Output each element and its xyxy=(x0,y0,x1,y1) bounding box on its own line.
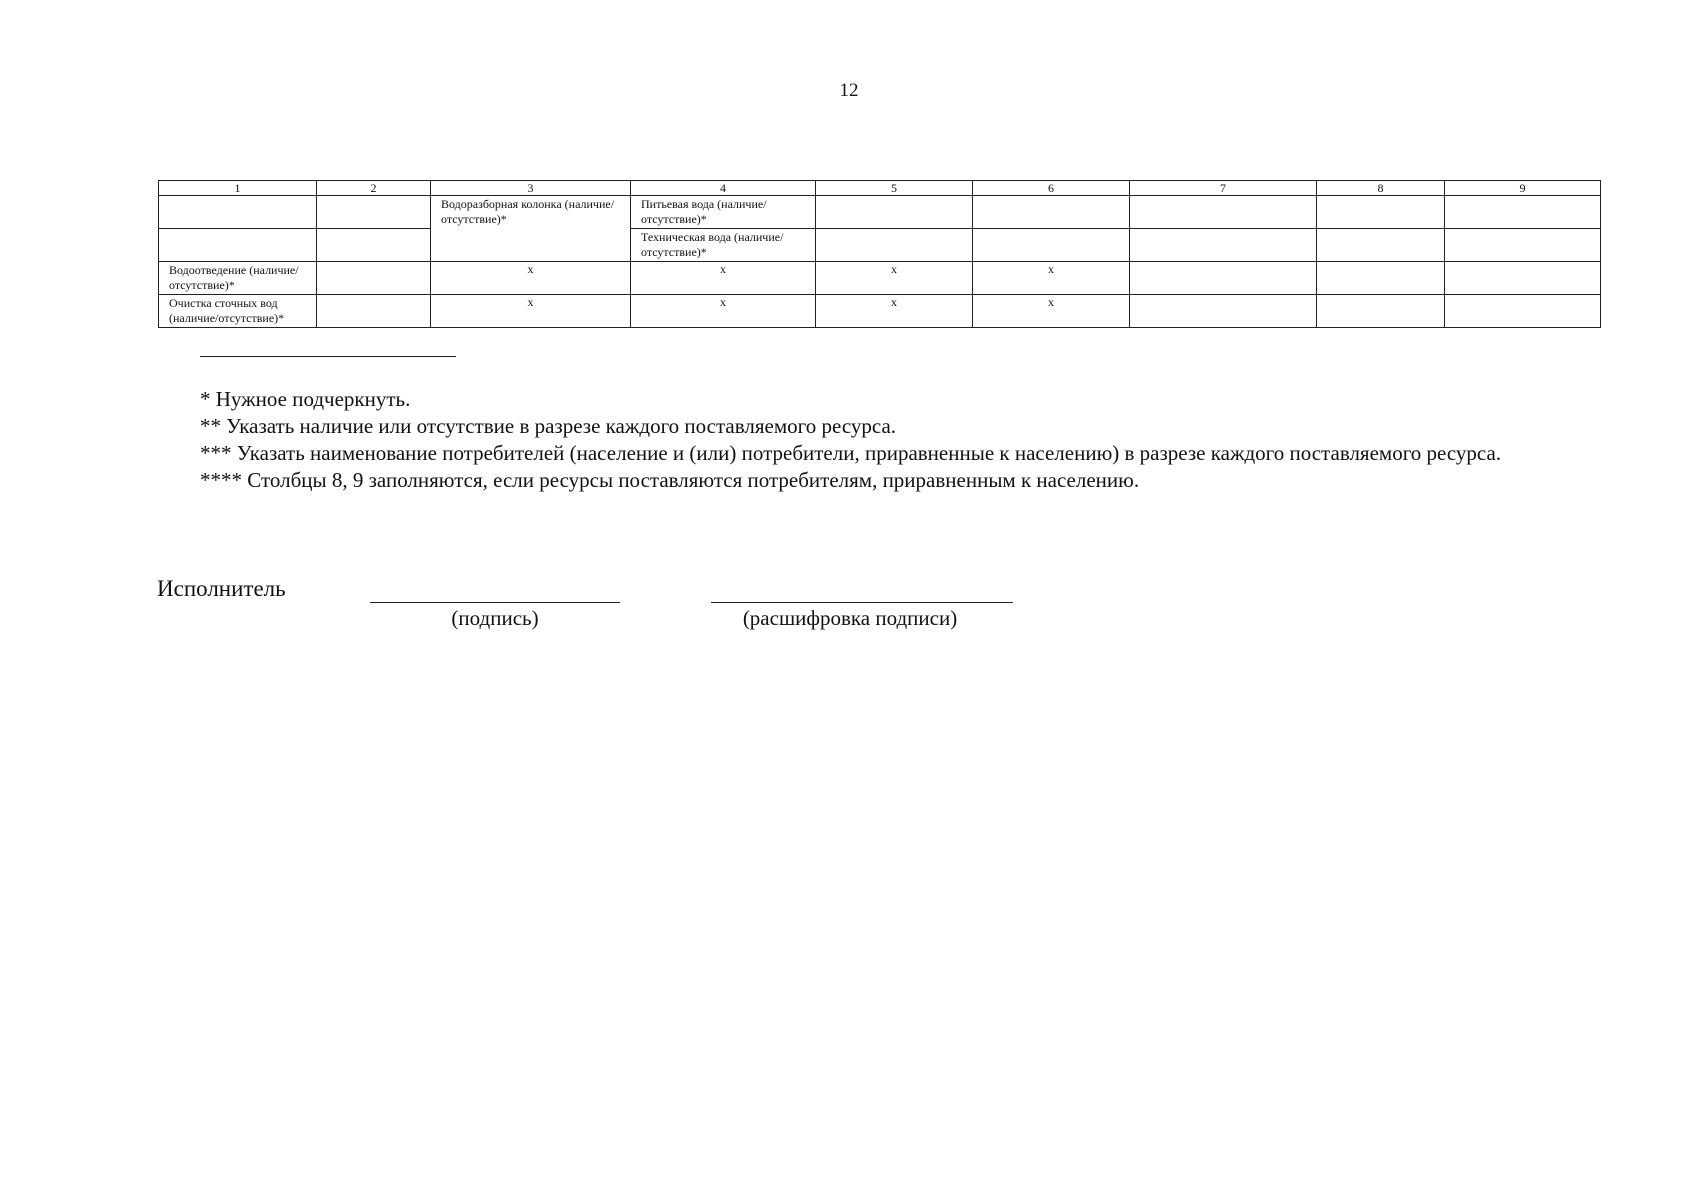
sewerage-label: Водоотведение (наличие/отсутствие)* xyxy=(159,262,317,295)
table-row-drinking-water xyxy=(159,196,1601,229)
not-applicable-mark: x xyxy=(631,262,816,295)
footnote-separator xyxy=(200,356,456,357)
table-cell xyxy=(1317,196,1445,229)
column-number: 5 xyxy=(816,181,973,196)
table-row-technical-water xyxy=(159,229,1601,262)
footnote: **** Столбцы 8, 9 заполняются, если ресурсы поставляются потребителям, приравненным к населению. xyxy=(200,468,1140,492)
column-number: 4 xyxy=(631,181,816,196)
not-applicable-mark: x xyxy=(973,295,1130,328)
signature-caption: (подпись) xyxy=(451,606,539,630)
column-number: 6 xyxy=(973,181,1130,196)
column-number: 9 xyxy=(1445,181,1601,196)
table-cell xyxy=(973,229,1130,262)
table-cell xyxy=(317,229,431,262)
table-cell xyxy=(1130,262,1317,295)
technical-water-cell: Техническая вода (наличие/отсутствие)* xyxy=(631,229,816,262)
executor-label: Исполнитель xyxy=(157,576,286,601)
table-cell xyxy=(1445,196,1601,229)
table-cell xyxy=(317,262,431,295)
footnote: *** Указать наименование потребителей (население и (или) потребители, приравненные к населению) в разрезе каждого поставляемого ресурса. xyxy=(200,441,1502,465)
table-cell xyxy=(1445,262,1601,295)
not-applicable-mark: x xyxy=(816,295,973,328)
table-cell xyxy=(317,196,431,229)
resource-table xyxy=(158,180,1601,328)
table-cell xyxy=(1130,196,1317,229)
table-row-wastewater-treatment xyxy=(159,295,1601,328)
column-number-row xyxy=(159,181,1601,196)
table-row-sewerage xyxy=(159,262,1601,295)
column-number: 8 xyxy=(1317,181,1445,196)
not-applicable-mark: x xyxy=(431,262,631,295)
not-applicable-mark: x xyxy=(973,262,1130,295)
wastewater-treatment-label: Очистка сточных вод (наличие/отсутствие)* xyxy=(159,295,317,328)
decoding-caption: (расшифровка подписи) xyxy=(742,606,958,630)
column-number: 7 xyxy=(1130,181,1317,196)
footnotes xyxy=(128,386,1600,494)
table-cell xyxy=(317,295,431,328)
table-cell xyxy=(1445,295,1601,328)
standpipe-cell: Водоразборная колонка (наличие/отсутствие)* xyxy=(431,196,631,262)
table-cell xyxy=(1130,229,1317,262)
table-cell xyxy=(1317,295,1445,328)
column-number: 2 xyxy=(317,181,431,196)
page-number: 12 xyxy=(839,80,859,101)
decoding-line xyxy=(711,602,1013,603)
table-cell xyxy=(159,196,317,229)
column-number: 1 xyxy=(159,181,317,196)
table-cell xyxy=(1317,229,1445,262)
not-applicable-mark: x xyxy=(816,262,973,295)
drinking-water-cell: Питьевая вода (наличие/отсутствие)* xyxy=(631,196,816,229)
footnote: ** Указать наличие или отсутствие в разрезе каждого поставляемого ресурса. xyxy=(200,414,897,438)
signature-line xyxy=(370,602,620,603)
column-number: 3 xyxy=(431,181,631,196)
table-cell xyxy=(159,229,317,262)
not-applicable-mark: x xyxy=(431,295,631,328)
table-cell xyxy=(1445,229,1601,262)
table-cell xyxy=(973,196,1130,229)
table-cell xyxy=(816,229,973,262)
not-applicable-mark: x xyxy=(631,295,816,328)
table-cell xyxy=(1317,262,1445,295)
table-cell xyxy=(1130,295,1317,328)
table-cell xyxy=(816,196,973,229)
footnote: * Нужное подчеркнуть. xyxy=(200,387,411,411)
